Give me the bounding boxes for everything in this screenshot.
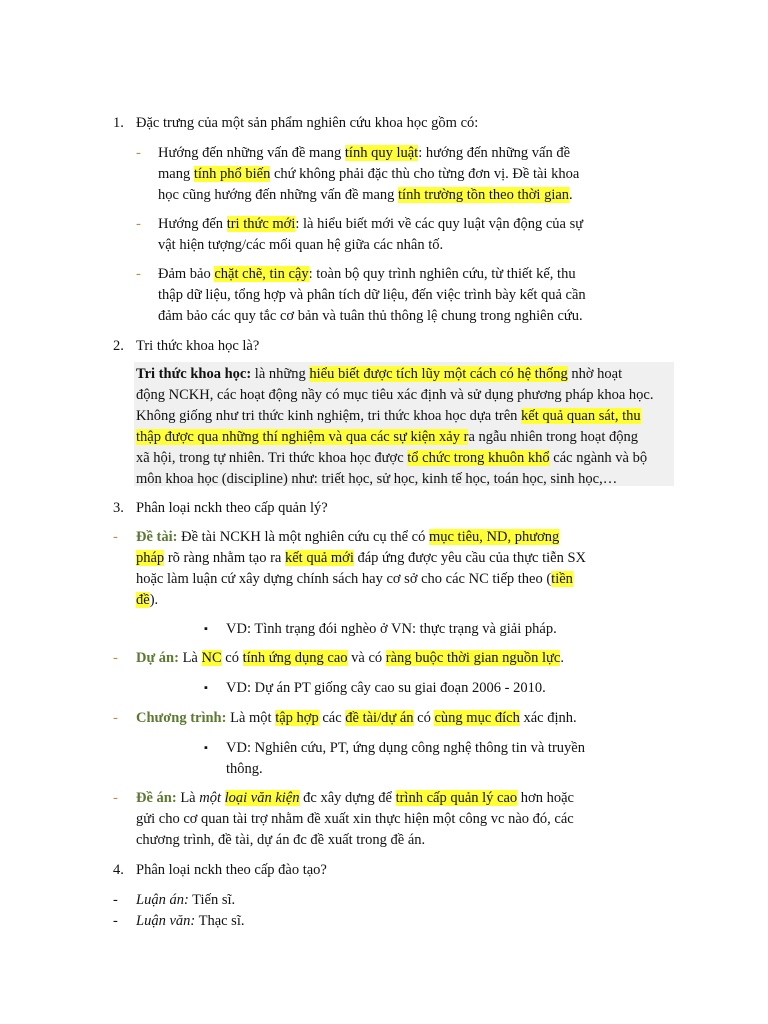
q1-item1-dash: -	[136, 145, 141, 161]
q3-du-an-bullet: ▪	[204, 682, 208, 694]
q4-number: 4.	[113, 862, 124, 878]
q3-du-an-example: VD: Dự án PT giống cây cao su giai đoạn 2006 - 2010.	[226, 680, 546, 696]
q3-de-an-dash: -	[113, 790, 118, 806]
q3-du-an-line: Dự án: Là NC có tính ứng dụng cao và có ràng buộc thời gian nguồn lực.	[136, 650, 564, 666]
q1-item2-dash: -	[136, 216, 141, 232]
q1-item3-dash: -	[136, 266, 141, 282]
q1-item1-line3: học cũng hướng đến những vấn đề mang tính trường tồn theo thời gian.	[158, 187, 573, 203]
q1-item3-line3: đảm bảo các quy tắc cơ bản và tuân thủ thông lệ chung trong nghiên cứu.	[158, 308, 583, 324]
q1-number: 1.	[113, 115, 124, 131]
q2-title: Tri thức khoa học là?	[136, 338, 260, 354]
q3-de-tai-line4: đề).	[136, 592, 159, 608]
q3-de-tai-line1: Đề tài: Đề tài NCKH là một nghiên cứu cụ thể có mục tiêu, ND, phương	[136, 529, 560, 545]
q3-du-an-dash: -	[113, 650, 118, 666]
q2-line2: động NCKH, các hoạt động nầy có mục tiêu xác định và sử dụng phương pháp khoa học.	[136, 387, 654, 403]
q3-de-an-line1: Đề án: Là một loại văn kiện đc xây dựng để trình cấp quản lý cao hơn hoặc	[136, 790, 574, 806]
q3-de-an-line2: gửi cho cơ quan tài trợ nhằm đề xuất xin thực hiện một công vc nào đó, các	[136, 811, 574, 827]
q1-item1-line1: Hướng đến những vấn đề mang tính quy luật: hướng đến những vấn đề	[158, 145, 571, 161]
q2-number: 2.	[113, 338, 124, 354]
q4-item1-dash: -	[113, 892, 118, 908]
q2-line4: thập được qua những thí nghiệm và qua các sự kiện xảy ra ngẫu nhiên trong hoạt động	[136, 429, 638, 445]
q4-title: Phân loại nckh theo cấp đào tạo?	[136, 862, 327, 878]
q3-chuong-trinh-bullet: ▪	[204, 742, 208, 754]
q4-item2: Luận văn: Thạc sĩ.	[136, 913, 245, 929]
q3-de-tai-dash: -	[113, 529, 118, 545]
q1-item3-line1: Đảm bảo chặt chẽ, tin cậy: toàn bộ quy trình nghiên cứu, từ thiết kế, thu	[158, 266, 576, 282]
q3-number: 3.	[113, 500, 124, 516]
q2-line6: môn khoa học (discipline) như: triết học, sử học, kinh tế học, toán học, sinh học,…	[136, 471, 618, 487]
q3-chuong-trinh-example-line2: thông.	[226, 761, 263, 777]
q2-line5: xã hội, trong tự nhiên. Tri thức khoa học được tổ chức trong khuôn khổ các ngành và bộ	[136, 450, 648, 466]
q1-item3-line2: thập dữ liệu, tổng hợp và phân tích dữ liệu, đến việc trình bày kết quả cần	[158, 287, 586, 303]
q2-line1: Tri thức khoa học: là những hiểu biết được tích lũy một cách có hệ thống nhờ hoạt	[136, 366, 623, 382]
q1-title: Đặc trưng của một sản phẩm nghiên cứu khoa học gồm có:	[136, 115, 479, 131]
q3-de-tai-line3: hoặc làm luận cứ xây dựng chính sách hay cơ sở cho các NC tiếp theo (tiền	[136, 571, 573, 587]
q3-chuong-trinh-line: Chương trình: Là một tập hợp các đề tài/dự án có cùng mục đích xác định.	[136, 710, 577, 726]
q3-chuong-trinh-dash: -	[113, 710, 118, 726]
q3-chuong-trinh-example-line1: VD: Nghiên cứu, PT, ứng dụng công nghệ thông tin và truyền	[226, 740, 585, 756]
q1-item2-line1: Hướng đến tri thức mới: là hiểu biết mới về các quy luật vận động của sự	[158, 216, 584, 232]
q3-de-tai-example: VD: Tình trạng đói nghèo ở VN: thực trạng và giải pháp.	[226, 621, 557, 637]
q3-de-tai-line2: pháp rõ ràng nhằm tạo ra kết quả mới đáp ứng được yêu cầu của thực tiễn SX	[136, 550, 587, 566]
q3-de-tai-bullet: ▪	[204, 623, 208, 635]
q1-item2-line2: vật hiện tượng/các mối quan hệ giữa các nhân tố.	[158, 237, 444, 253]
q4-item2-dash: -	[113, 913, 118, 929]
q1-item1-line2: mang tính phổ biến chứ không phải đặc thù cho từng đơn vị. Đề tài khoa	[158, 166, 580, 182]
q3-de-an-line3: chương trình, đề tài, dự án đc đề xuất trong đề án.	[136, 832, 426, 848]
q3-title: Phân loại nckh theo cấp quản lý?	[136, 500, 328, 516]
q2-line3: Không giống như tri thức kinh nghiệm, tri thức khoa học dựa trên kết quả quan sát, thu	[136, 408, 641, 424]
q4-item1: Luận án: Tiến sĩ.	[136, 892, 236, 908]
